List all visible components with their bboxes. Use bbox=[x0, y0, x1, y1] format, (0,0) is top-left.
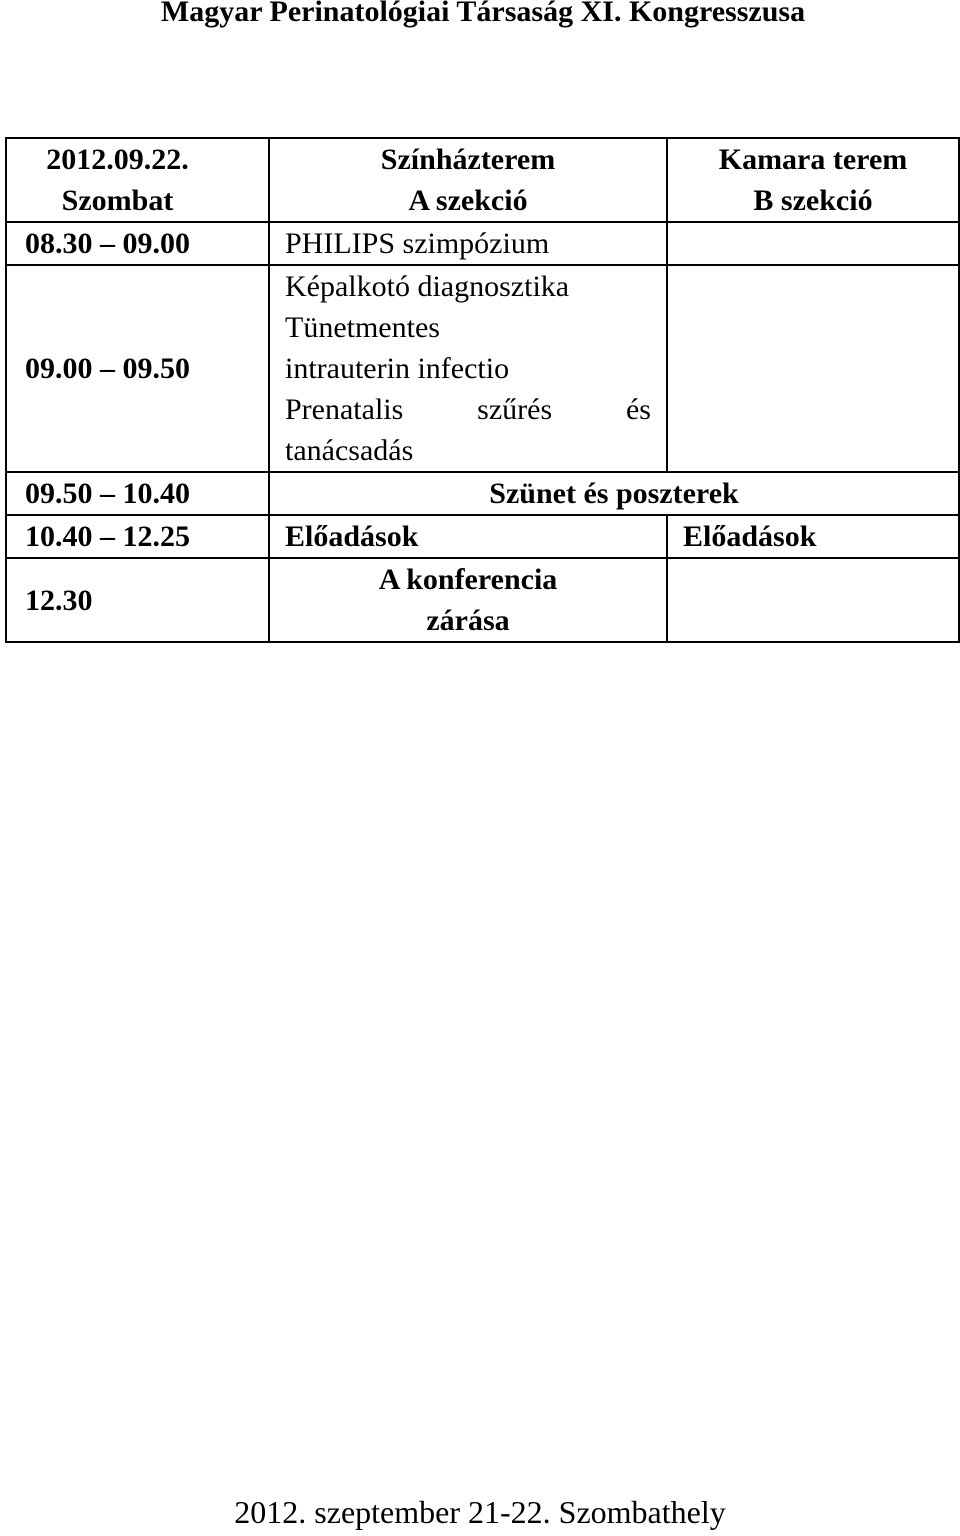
time-cell: 08.30 – 09.00 bbox=[6, 222, 269, 265]
table-row bbox=[6, 265, 959, 472]
session-a-cell: Előadások bbox=[269, 515, 667, 558]
section-b-name: B szekció bbox=[753, 184, 873, 217]
session-line: intrauterin infectio bbox=[285, 352, 510, 385]
break-cell: Szünet és poszterek bbox=[269, 472, 959, 515]
time-cell: 12.30 bbox=[6, 558, 269, 642]
session-line: Képalkotó diagnosztika bbox=[285, 270, 570, 303]
day-text: Szombat bbox=[61, 184, 174, 217]
session-b-cell: Előadások bbox=[667, 515, 959, 558]
date-cell bbox=[6, 138, 269, 222]
room-a-header bbox=[269, 138, 667, 222]
session-word: és bbox=[625, 393, 651, 426]
session-word: szűrés bbox=[477, 393, 553, 426]
session-b-cell bbox=[667, 558, 959, 642]
date-text: 2012.09.22. bbox=[46, 143, 189, 176]
session-line: zárása bbox=[426, 604, 510, 637]
session-a-cell bbox=[269, 265, 667, 472]
section-a-name: A szekció bbox=[408, 184, 528, 217]
table-header-row bbox=[6, 138, 959, 222]
table-row bbox=[6, 222, 959, 265]
table-row bbox=[6, 558, 959, 642]
schedule-table bbox=[5, 137, 960, 643]
time-cell: 09.50 – 10.40 bbox=[6, 472, 269, 515]
session-line: Tünetmentes bbox=[285, 311, 440, 344]
table-row bbox=[6, 472, 959, 515]
page-title: Magyar Perinatológiai Társaság XI. Kongresszusa bbox=[160, 0, 806, 28]
session-line: tanácsadás bbox=[285, 434, 414, 467]
room-b-header bbox=[667, 138, 959, 222]
time-cell: 10.40 – 12.25 bbox=[6, 515, 269, 558]
table-row bbox=[6, 515, 959, 558]
session-line: A konferencia bbox=[378, 563, 558, 596]
session-b-cell bbox=[667, 265, 959, 472]
session-line-justified bbox=[285, 389, 651, 430]
session-word: Prenatalis bbox=[285, 393, 404, 426]
session-a-cell: PHILIPS szimpózium bbox=[269, 222, 667, 265]
room-a-name: Színházterem bbox=[380, 143, 556, 176]
page-footer: 2012. szeptember 21-22. Szombathely bbox=[234, 1494, 726, 1530]
time-cell: 09.00 – 09.50 bbox=[6, 265, 269, 472]
room-b-name: Kamara terem bbox=[718, 143, 908, 176]
session-b-cell bbox=[667, 222, 959, 265]
session-a-cell bbox=[269, 558, 667, 642]
